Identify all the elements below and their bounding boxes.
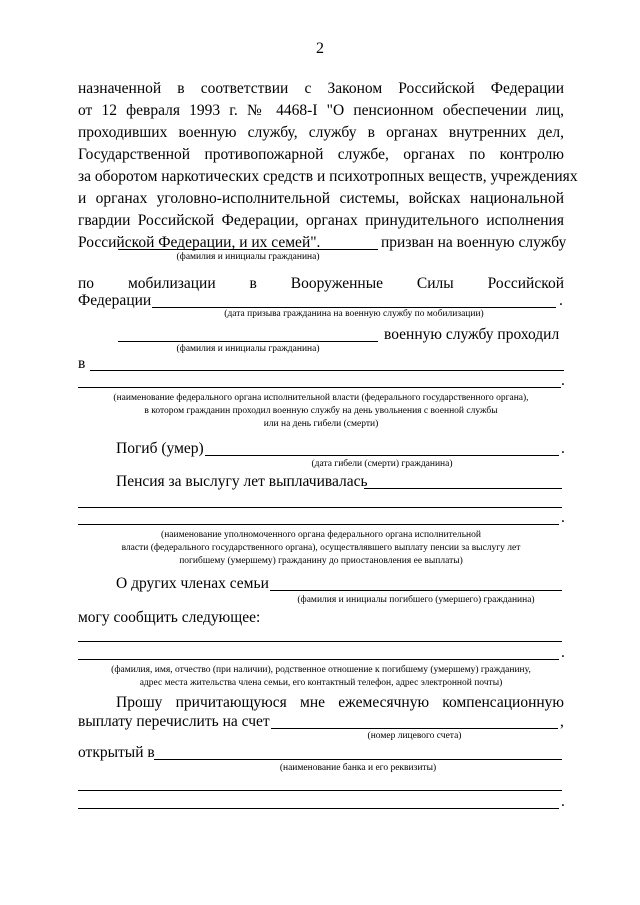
request-line: Прошу причитающуюся мне ежемесячную компенсационную <box>116 694 564 711</box>
mobilization-line: по мобилизации в Вооруженные Силы Российской <box>78 275 564 292</box>
intro-line: назначенной в соответствии с Законом Российской Федерации <box>78 80 564 97</box>
pension-label: Пенсия за выслугу лет выплачивалась <box>116 473 368 490</box>
caption-death-date: (дата гибели (смерти) гражданина) <box>311 459 453 469</box>
pension-agency-line[interactable] <box>78 507 562 508</box>
comma-mark: , <box>560 713 564 730</box>
bank-line[interactable] <box>154 759 562 760</box>
caption-pension-agency: (наименование уполномоченного органа федерального органа исполнительной <box>161 530 481 540</box>
served-name-line[interactable] <box>118 341 378 342</box>
family-label: О других членах семьи <box>116 575 269 592</box>
caption-name: (фамилия и инициалы гражданина) <box>176 344 320 354</box>
pension-agency-line[interactable] <box>364 488 562 489</box>
caption-name: (фамилия и инициалы гражданина) <box>176 252 320 262</box>
intro-line: и органах уголовно-исполнительной системы, войсках национальной <box>78 190 564 207</box>
intro-line: проходивших военную службу, службу в органах внутренних дел, <box>78 124 564 141</box>
account-number-line[interactable] <box>271 728 558 729</box>
caption-agency: (наименование федерального органа исполнительной власти (федерального государственного органа), <box>113 393 529 403</box>
period-mark: . <box>561 372 565 389</box>
caption-agency: или на день гибели (смерти) <box>263 419 379 429</box>
can-report-text: могу сообщить следующее: <box>78 609 261 626</box>
intro-line: гвардии Российской Федерации, органах принудительного исполнения <box>78 212 564 229</box>
caption-family: (фамилия, имя, отчество (при наличии), родственное отношение к погибшему (умершему) гражданину, <box>111 665 531 675</box>
period-mark: . <box>561 644 565 661</box>
bank-line[interactable] <box>78 808 559 809</box>
family-info-line[interactable] <box>78 659 559 660</box>
family-info-line[interactable] <box>78 641 562 642</box>
intro-line-last: Российской Федерации, и их семей". <box>78 234 321 251</box>
mobilization-date-line[interactable] <box>152 307 556 308</box>
intro-line: от 12 февраля 1993 г. № 4468-I "О пенсионном обеспечении лиц, <box>78 102 564 119</box>
caption-mobilization-date: (дата призыва гражданина на военную службу по мобилизации) <box>224 309 484 319</box>
conscripted-text: призван на военную службу <box>381 234 567 251</box>
pension-agency-line[interactable] <box>78 524 559 525</box>
caption-family: адрес места жительства члена семьи, его контактный телефон, адрес электронной почты) <box>139 678 503 688</box>
account-label: выплату перечислить на счет <box>78 713 270 730</box>
agency-line[interactable] <box>90 370 564 371</box>
caption-account: (номер лицевого счета) <box>367 731 462 741</box>
agency-line[interactable] <box>78 387 561 388</box>
caption-pension-agency: погибшему (умершему) гражданину до приостановления ее выплаты) <box>179 556 463 566</box>
intro-line: Государственной противопожарной службе, органах по контролю <box>78 146 564 163</box>
served-text: военную службу проходил <box>384 326 560 343</box>
caption-deceased-name: (фамилия и инициалы погибшего (умершего) гражданина) <box>297 595 535 605</box>
period-mark: . <box>561 509 565 526</box>
page-number: 2 <box>316 40 324 57</box>
period-mark: . <box>559 292 563 309</box>
intro-line: за оборотом наркотических средств и психотропных веществ, учреждениях <box>78 168 578 185</box>
opened-label: открытый в <box>78 744 155 761</box>
federation-label: Федерации <box>78 292 152 309</box>
conscript-name-line[interactable] <box>118 249 378 250</box>
period-mark: . <box>561 793 565 810</box>
caption-agency: в котором гражданин проходил военную службу на день увольнения с военной службы <box>144 406 498 416</box>
in-label: в <box>78 355 86 372</box>
death-date-line[interactable] <box>205 455 559 456</box>
died-label: Погиб (умер) <box>116 440 204 457</box>
bank-line[interactable] <box>78 790 562 791</box>
caption-pension-agency: власти (федерального государственного органа), осуществлявшего выплату пенсии за выслугу лет <box>121 543 521 553</box>
period-mark: . <box>561 440 565 457</box>
deceased-name-line[interactable] <box>270 590 562 591</box>
caption-bank: (наименование банка и его реквизиты) <box>279 763 437 773</box>
